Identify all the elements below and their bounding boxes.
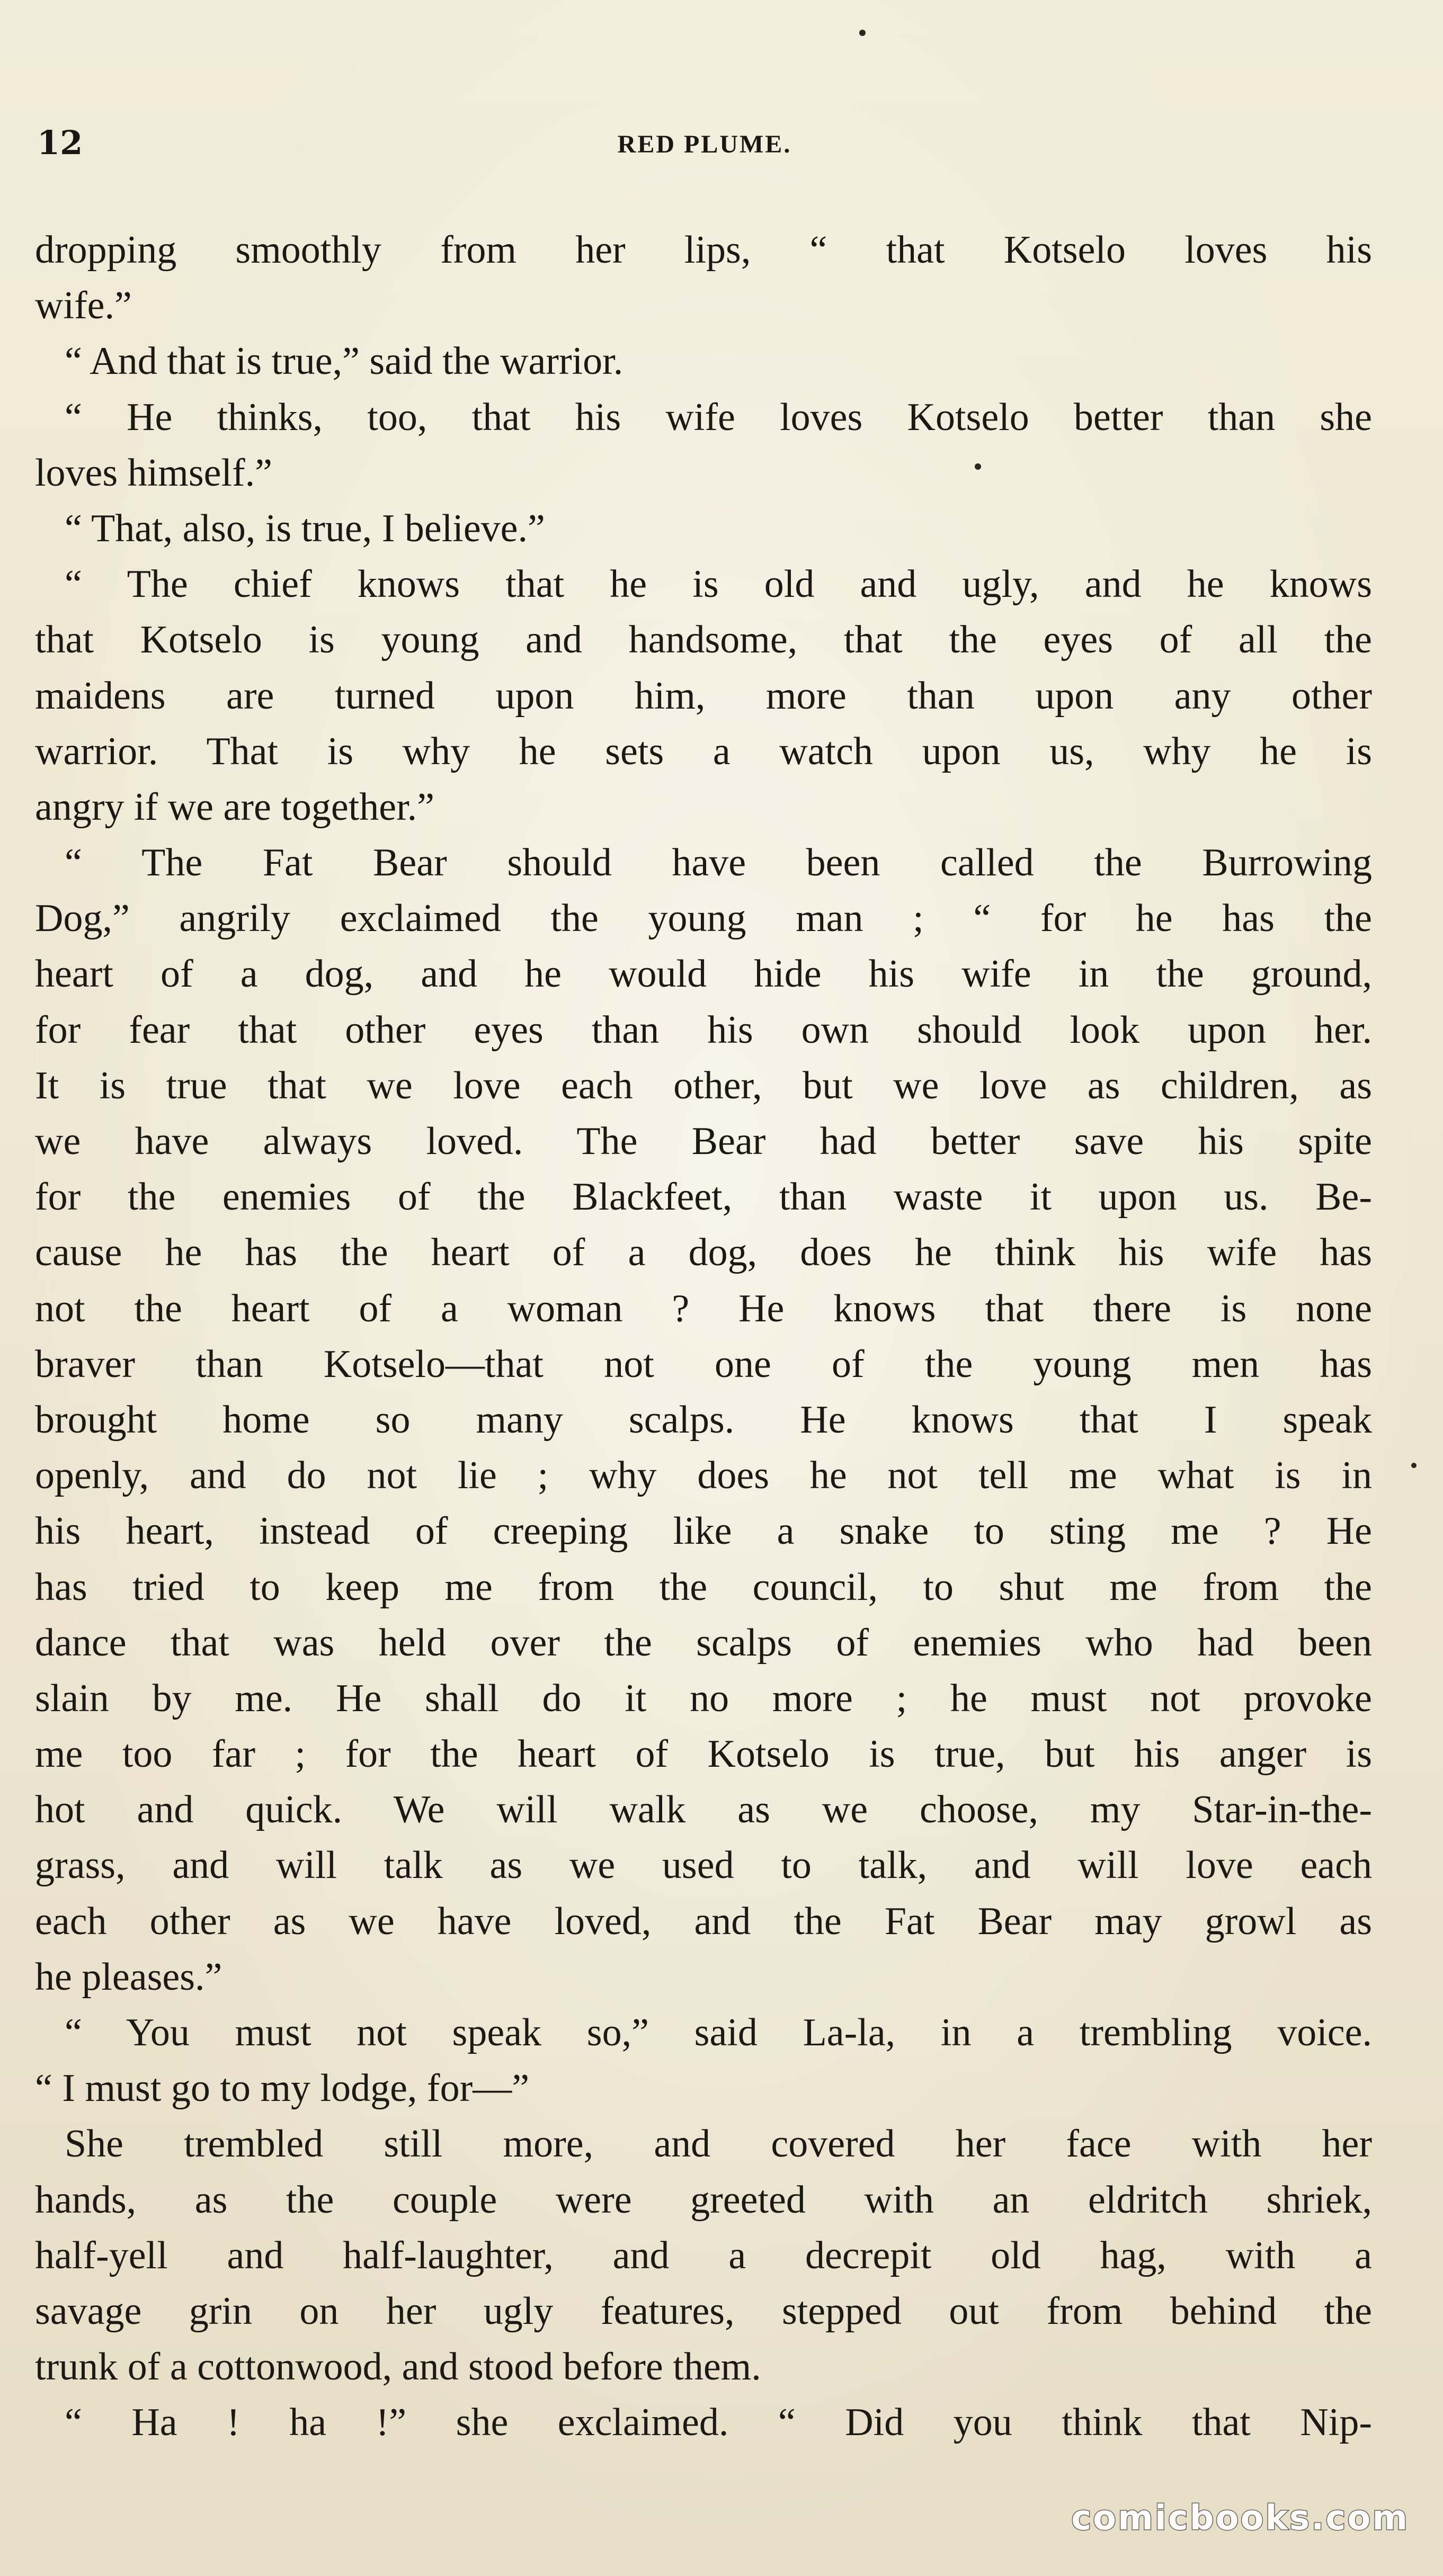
text-line: slain by me. He shall do it no more ; he must not provoke (35, 1676, 1372, 1720)
body-text (35, 222, 1372, 2451)
text-line: hands, as the couple were greeted with an eldritch shriek, (35, 2178, 1372, 2222)
text-line: angry if we are together.” (35, 785, 435, 829)
text-line: me too far ; for the heart of Kotselo is true, but his anger is (35, 1732, 1372, 1776)
page-number: 12 (37, 123, 83, 162)
text-line: dropping smoothly from her lips, “ that Kotselo loves his (35, 228, 1372, 272)
page-header (37, 119, 1372, 177)
text-line: braver than Kotselo—that not one of the young men has (35, 1342, 1372, 1386)
text-line: has tried to keep me from the council, to shut me from the (35, 1565, 1372, 1609)
text-line: for fear that other eyes than his own should look upon her. (35, 1008, 1372, 1052)
text-line: dance that was held over the scalps of enemies who had been (35, 1621, 1372, 1665)
ink-speck (859, 30, 866, 36)
text-line: savage grin on her ugly features, stepped out from behind the (35, 2289, 1372, 2333)
text-line: “ And that is true,” said the warrior. (65, 339, 623, 383)
text-line: “ You must not speak so,” said La-la, in a trembling voice. (65, 2011, 1372, 2054)
ink-speck (1411, 1463, 1417, 1468)
text-line: maidens are turned upon him, more than upon any other (35, 674, 1372, 718)
text-line: that Kotselo is young and handsome, that the eyes of all the (35, 618, 1372, 662)
text-line: heart of a dog, and he would hide his wife in the ground, (35, 952, 1372, 996)
text-line: “ He thinks, too, that his wife loves Kotselo better than she (65, 395, 1372, 439)
text-line: hot and quick. We will walk as we choose, my Star-in-the- (35, 1788, 1372, 1832)
text-line: his heart, instead of creeping like a snake to sting me ? He (35, 1509, 1372, 1553)
text-line: “ Ha ! ha !” she exclaimed. “ Did you think that Nip- (65, 2401, 1372, 2445)
text-line: Dog,” angrily exclaimed the young man ; “ for he has the (35, 897, 1372, 941)
text-line: openly, and do not lie ; why does he not tell me what is in (35, 1454, 1372, 1498)
text-line: She trembled still more, and covered her face with her (65, 2122, 1372, 2166)
text-line: warrior. That is why he sets a watch upon us, why he is (35, 729, 1372, 773)
text-line: loves himself.” (35, 451, 273, 495)
text-line: “ The chief knows that he is old and ugly, and he knows (65, 562, 1372, 606)
text-line: he pleases.” (35, 1955, 222, 1999)
text-line: for the enemies of the Blackfeet, than waste it upon us. Be- (35, 1175, 1372, 1219)
text-line: “ The Fat Bear should have been called the Burrowing (65, 841, 1372, 885)
text-line: wife.” (35, 284, 132, 328)
text-line: “ I must go to my lodge, for—” (35, 2067, 530, 2110)
ink-speck (975, 463, 981, 470)
text-line: cause he has the heart of a dog, does he think his wife has (35, 1231, 1372, 1275)
text-line: each other as we have loved, and the Fat Bear may growl as (35, 1899, 1372, 1943)
text-line: brought home so many scalps. He knows that I speak (35, 1398, 1372, 1442)
text-line: grass, and will talk as we used to talk, and will love each (35, 1844, 1372, 1888)
watermark: comicbooks.com (1071, 2499, 1409, 2538)
text-line: half-yell and half-laughter, and a decrepit old hag, with a (35, 2233, 1372, 2277)
text-line: we have always loved. The Bear had better save his spite (35, 1120, 1372, 1163)
text-line: “ That, also, is true, I believe.” (65, 506, 545, 550)
text-line: It is true that we love each other, but we love as children, as (35, 1063, 1372, 1107)
running-title: RED PLUME. (617, 130, 792, 158)
text-line: trunk of a cottonwood, and stood before them. (35, 2345, 761, 2389)
text-line: not the heart of a woman ? He knows that there is none (35, 1286, 1372, 1330)
